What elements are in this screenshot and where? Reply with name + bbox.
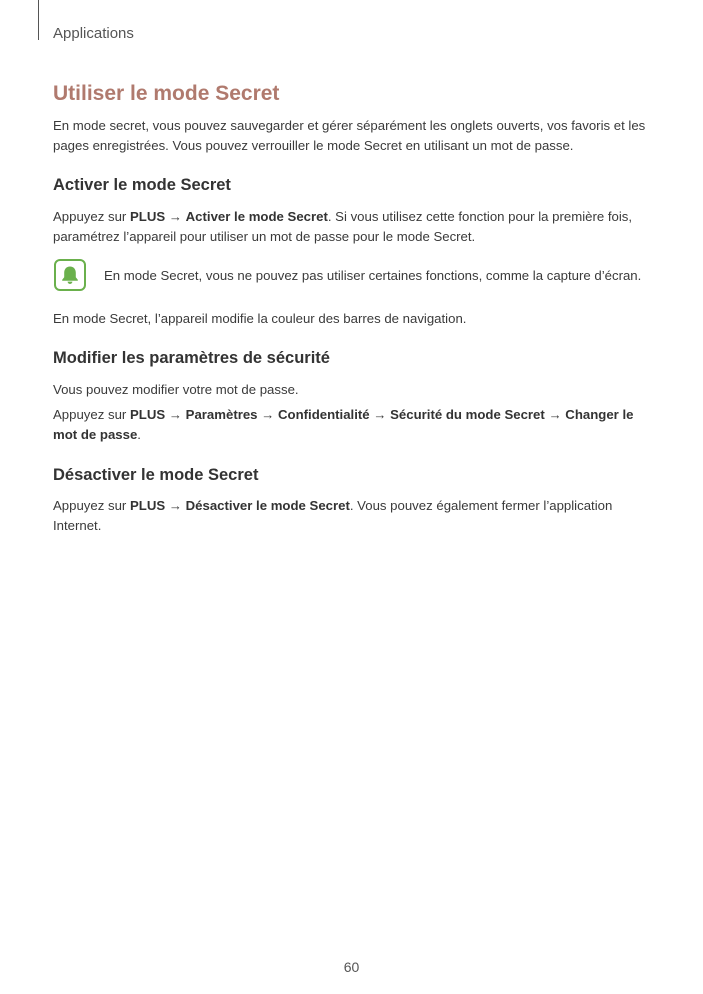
section-header: Applications [53, 25, 134, 42]
text: . [137, 427, 141, 442]
heading-security: Modifier les paramètres de sécurité [53, 349, 330, 367]
arrow: → [257, 407, 279, 422]
bell-icon [54, 259, 86, 291]
note-text: En mode Secret, vous ne pouvez pas utiliser certaines fonctions, comme la capture d’écran. [104, 268, 642, 283]
menu-plus: PLUS [129, 209, 166, 224]
text: Appuyez sur [53, 407, 130, 422]
deactivate-paragraph [53, 496, 653, 536]
header-divider [38, 0, 39, 40]
text: . Si vous utilisez cette fonction pour la première fois, paramétrez l’appareil pour utiliser un mot de passe pour le mode Secret. [53, 209, 633, 244]
page-title: Utiliser le mode Secret [53, 82, 280, 105]
arrow: → [165, 407, 186, 422]
heading-activate: Activer le mode Secret [53, 176, 231, 194]
text: Appuyez sur [53, 498, 130, 513]
menu-settings: Paramètres [185, 407, 258, 422]
arrow: → [165, 209, 186, 224]
page-number: 60 [343, 959, 360, 975]
security-paragraph-2 [53, 405, 653, 445]
menu-deactivate: Désactiver le mode Secret [185, 498, 350, 513]
menu-secret-security: Sécurité du mode Secret [390, 407, 545, 422]
menu-plus: PLUS [129, 498, 166, 513]
security-paragraph-1: Vous pouvez modifier votre mot de passe. [53, 382, 299, 397]
menu-plus: PLUS [129, 407, 166, 422]
arrow: → [165, 498, 186, 513]
activate-paragraph [53, 207, 653, 247]
text: . Vous pouvez également fermer l’application Internet. [53, 498, 613, 533]
heading-deactivate: Désactiver le mode Secret [53, 466, 259, 484]
navigation-note: En mode Secret, l’appareil modifie la couleur des barres de navigation. [53, 311, 467, 326]
menu-change-password: Changer le mot de passe [53, 407, 634, 442]
menu-privacy: Confidentialité [278, 407, 370, 422]
intro-paragraph: En mode secret, vous pouvez sauvegarder et gérer séparément les onglets ouverts, vos favoris et les pages enregistrées. Vous pouvez verrouiller le mode Secret en utilisant un mot de passe. [53, 118, 646, 153]
arrow: → [544, 407, 566, 422]
menu-activate: Activer le mode Secret [185, 209, 328, 224]
arrow: → [369, 407, 391, 422]
text: Appuyez sur [53, 209, 130, 224]
